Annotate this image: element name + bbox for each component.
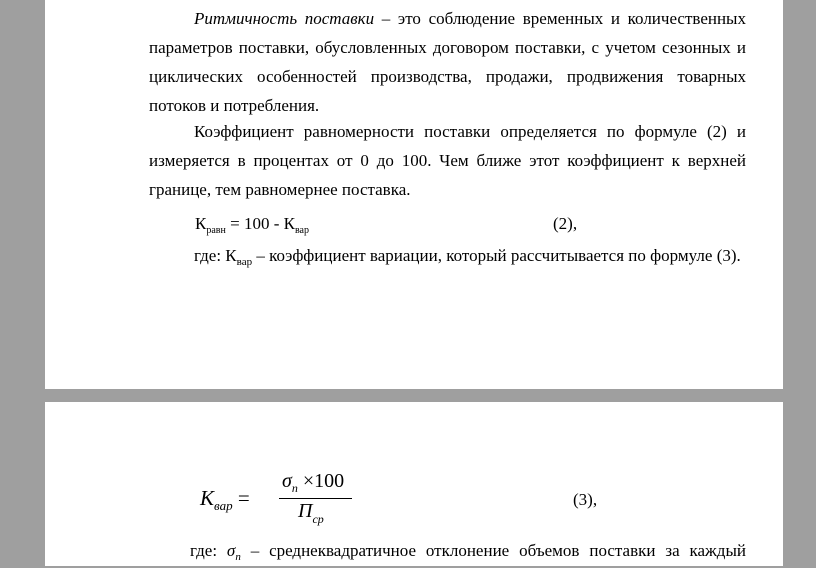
formula-3 xyxy=(200,470,370,533)
where-kvar-prefix: где: К xyxy=(194,246,237,265)
formula3-number: (3), xyxy=(573,490,598,509)
formula2-k1-sub: равн xyxy=(206,225,226,236)
sigma-symbol: $\sigma_п$ xyxy=(226,541,241,563)
paragraph-uniformity-coefficient xyxy=(149,117,746,204)
formula2-k1: К xyxy=(195,214,207,233)
formula3-sigma: σ xyxy=(282,470,292,492)
formula3-k: K xyxy=(200,486,215,510)
where-word: где: xyxy=(190,541,218,560)
rhythm-definition-text: – это соблюдение временных и количественных параметров поставки, обусловленных договором поставки, с учетом сезонных и циклических особенностей производства, продажи, продвижения товарных потоков и потребления. xyxy=(149,9,746,115)
paragraph-where-kvar xyxy=(194,246,741,268)
where-kvar-sub: вар xyxy=(236,256,253,268)
formula2-k2-sub: вар xyxy=(294,225,309,236)
formula3-numerator xyxy=(282,470,344,493)
document-page-1 xyxy=(45,0,783,389)
formula3-fraction-bar xyxy=(279,498,352,499)
formula2-number: (2), xyxy=(553,214,578,233)
formula3-p-sub: ср xyxy=(312,512,324,526)
formula2-equals: = 100 - xyxy=(225,214,284,233)
document-page-2 xyxy=(45,402,783,566)
word-volumes: объемов xyxy=(519,541,580,560)
where-kvar-text: – коэффициент вариации, который рассчитывается по формуле (3). xyxy=(252,246,741,265)
formula3-denominator xyxy=(298,500,324,526)
formula3-sigma-sub: п xyxy=(291,481,298,495)
word-deviation: отклонение xyxy=(425,541,510,560)
paragraph-rhythm-definition xyxy=(149,4,746,120)
paragraph-where-sigma xyxy=(190,536,746,568)
formula3-k-sub: вар xyxy=(214,498,233,513)
formula3-p: П xyxy=(298,500,313,522)
uniformity-text: Коэффициент равномерности поставки определяется по формуле (2) и измеряется в процентах от 0 до 100. Чем ближе этот коэффициент к верхней границе, тем равномернее поставка. xyxy=(149,122,746,199)
dash: – xyxy=(250,541,260,560)
word-delivery: поставки xyxy=(589,541,656,560)
term-rhythm: Ритмичность поставки xyxy=(194,9,375,28)
formula3-equals: = xyxy=(232,486,250,510)
formula3-times-100: ×100 xyxy=(297,470,345,492)
word-rms: среднеквадратичное xyxy=(269,541,417,560)
word-for: за xyxy=(665,541,680,560)
formula2-k2: К xyxy=(283,214,295,233)
formula3-lhs xyxy=(200,486,250,511)
word-each: каждый xyxy=(689,541,746,560)
formula-2 xyxy=(195,214,309,234)
